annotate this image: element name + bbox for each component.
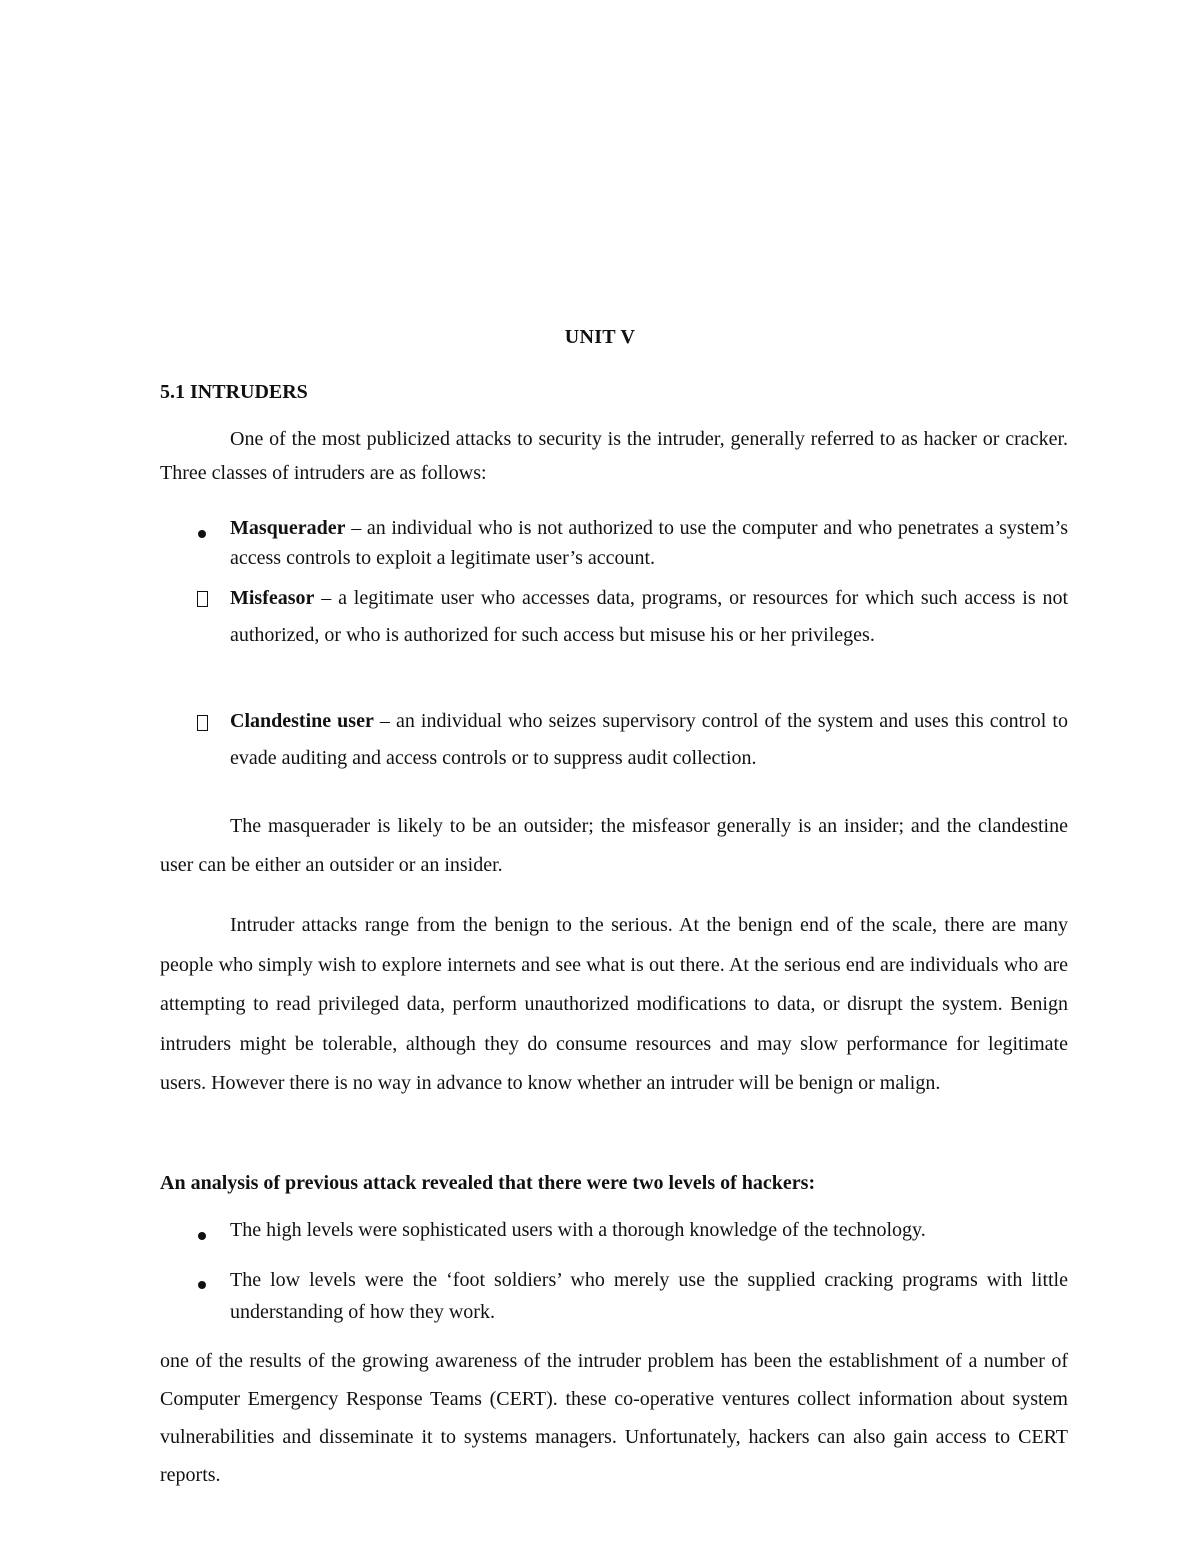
unit-title: UNIT V bbox=[564, 326, 636, 348]
bullet-dot-icon bbox=[194, 1221, 210, 1245]
bullet-dot-icon bbox=[194, 519, 210, 543]
list-item-high-levels: The high levels were sophisticated users with a thorough knowledge of the technology. bbox=[230, 1219, 926, 1241]
list-item-clandestine-user bbox=[230, 703, 1068, 777]
term-masquerader: Masquerader bbox=[230, 517, 346, 539]
bullet-box-icon bbox=[194, 712, 210, 736]
analysis-heading: An analysis of previous attack revealed that there were two levels of hackers: bbox=[160, 1172, 816, 1194]
term-misfeasor: Misfeasor bbox=[230, 587, 315, 609]
section-heading: 5.1 INTRUDERS bbox=[160, 381, 308, 403]
definition-clandestine-user: – an individual who seizes supervisory control of the system and uses this control to evade auditing and access controls or to suppress audit collection. bbox=[230, 710, 1068, 769]
cert-paragraph: one of the results of the growing awareness of the intruder problem has been the establishment of a number of Computer Emergency Response Teams (CERT). these co-operative ventures collect information about system vulnerabilities and disseminate it to systems managers. Unfortunately, hackers can also gain access to CERT reports. bbox=[160, 1350, 1068, 1486]
intro-paragraph: One of the most publicized attacks to security is the intruder, generally referred to as hacker or cracker. Three classes of intruders are as follows: bbox=[160, 428, 1068, 484]
bullet-box-icon bbox=[194, 588, 210, 612]
list-item-misfeasor bbox=[230, 580, 1068, 654]
bullet-dot-icon bbox=[194, 1270, 210, 1294]
insider-paragraph: The masquerader is likely to be an outsider; the misfeasor generally is an insider; and the clandestine user can be either an outsider or an insider. bbox=[160, 815, 1068, 876]
list-item-low-levels: The low levels were the ‘foot soldiers’ who merely use the supplied cracking programs with little understanding of how they work. bbox=[230, 1269, 1068, 1323]
list-item-masquerader bbox=[230, 513, 1068, 573]
definition-misfeasor: – a legitimate user who accesses data, programs, or resources for which such access is not authorized, or who is authorized for such access but misuse his or her privileges. bbox=[230, 587, 1068, 646]
definition-masquerader: – an individual who is not authorized to use the computer and who penetrates a system’s access controls to exploit a legitimate user’s account. bbox=[230, 517, 1068, 569]
term-clandestine-user: Clandestine user bbox=[230, 710, 374, 732]
attacks-paragraph: Intruder attacks range from the benign to the serious. At the benign end of the scale, there are many people who simply wish to explore internets and see what is out there. At the serious end are individuals who are attempting to read privileged data, perform unauthorized modifications to data, or disrupt the system. Benign intruders might be tolerable, although they do consume resources and may slow performance for legitimate users. However there is no way in advance to know whether an intruder will be benign or malign. bbox=[160, 914, 1068, 1094]
